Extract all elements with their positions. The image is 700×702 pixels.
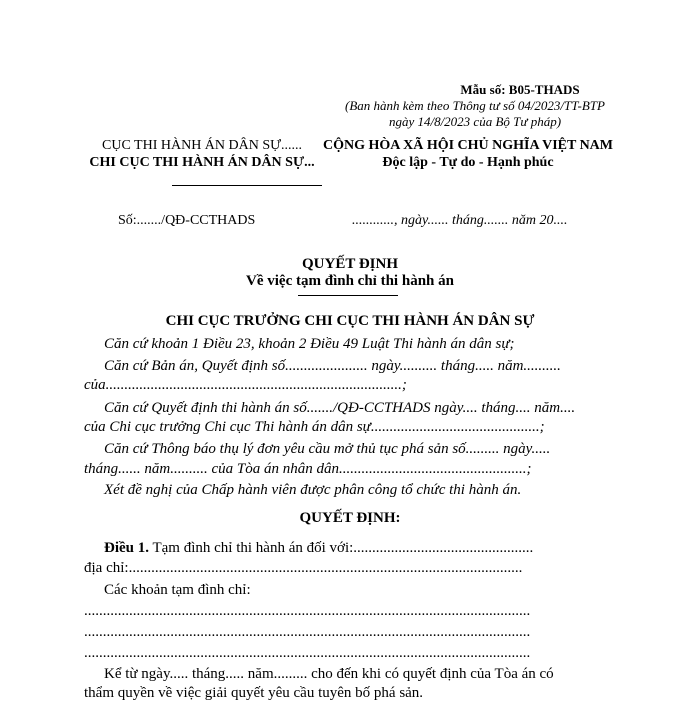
title-underline	[298, 295, 398, 296]
article-1-dots-line3: .......................................................................................................................	[84, 645, 531, 661]
basis-enforcement-line2: của Chi cục trưởng Chi cục Thi hành án dân sự.............................................;	[84, 419, 545, 435]
article-1-dots-line1: .......................................................................................................................	[84, 603, 531, 619]
basis-enforcement-line1: Căn cứ Quyết định thi hành án số......./QĐ-CCTHADS ngày.... tháng.... năm....	[104, 400, 576, 416]
basis-bankruptcy-line2: tháng...... năm.......... của Tòa án nhân dân..................................................;	[84, 461, 532, 477]
document-title: QUYẾT ĐỊNH	[302, 256, 398, 272]
decision-heading: QUYẾT ĐỊNH:	[299, 510, 401, 526]
form-issued-line1: (Ban hành kèm theo Thông tư số 04/2023/TT-BTP	[345, 98, 605, 113]
article-1-address: địa chỉ:.........................................................................................................	[84, 560, 523, 576]
issuing-authority: CHI CỤC TRƯỞNG CHI CỤC THI HÀNH ÁN DÂN SỰ	[165, 313, 535, 329]
basis-bankruptcy-line1: Căn cứ Thông báo thụ lý đơn yêu cầu mở thủ tục phá sản số......... ngày.....	[104, 441, 551, 457]
form-number: Mẫu số: B05-THADS	[460, 82, 580, 97]
basis-judgment-line1: Căn cứ Bản án, Quyết định số...................... ngày.......... tháng..... năm..........	[104, 358, 561, 374]
article-1-label: Điều 1.	[104, 540, 149, 556]
nation-motto: Độc lập - Tự do - Hạnh phúc	[382, 155, 554, 170]
article-1-from-line1: Kể từ ngày..... tháng..... năm......... cho đến khi có quyết định của Tòa án có	[104, 666, 554, 682]
document-number: Số:......./QĐ-CCTHADS	[118, 213, 256, 228]
nation-name: CỘNG HÒA XÃ HỘI CHỦ NGHĨA VIỆT NAM	[322, 138, 613, 153]
document-subtitle: Về việc tạm đình chỉ thi hành án	[246, 273, 454, 289]
basis-judgment-line2: của...............................................................................;	[84, 377, 407, 393]
article-1-line1	[104, 540, 533, 557]
article-1-dots-line2: .......................................................................................................................	[84, 624, 531, 640]
date-line: ............, ngày...... tháng....... năm 20....	[352, 213, 568, 228]
agency-name: CHI CỤC THI HÀNH ÁN DÂN SỰ...	[89, 155, 315, 170]
basis-law: Căn cứ khoản 1 Điều 23, khoản 2 Điều 49 Luật Thi hành án dân sự;	[104, 336, 515, 352]
article-1-items-label: Các khoản tạm đình chỉ:	[104, 582, 251, 598]
form-issued-line2: ngày 14/8/2023 của Bộ Tư pháp)	[388, 114, 562, 129]
agency-underline	[172, 185, 322, 186]
agency-parent: CỤC THI HÀNH ÁN DÂN SỰ......	[102, 138, 302, 153]
basis-proposal: Xét đề nghị của Chấp hành viên được phân công tổ chức thi hành án.	[104, 482, 522, 498]
article-1-text: Tạm đình chỉ thi hành án đối với:................................................	[149, 540, 534, 556]
article-1-from-line2: thẩm quyền về việc giải quyết yêu cầu tuyên bố phá sản.	[84, 685, 424, 701]
